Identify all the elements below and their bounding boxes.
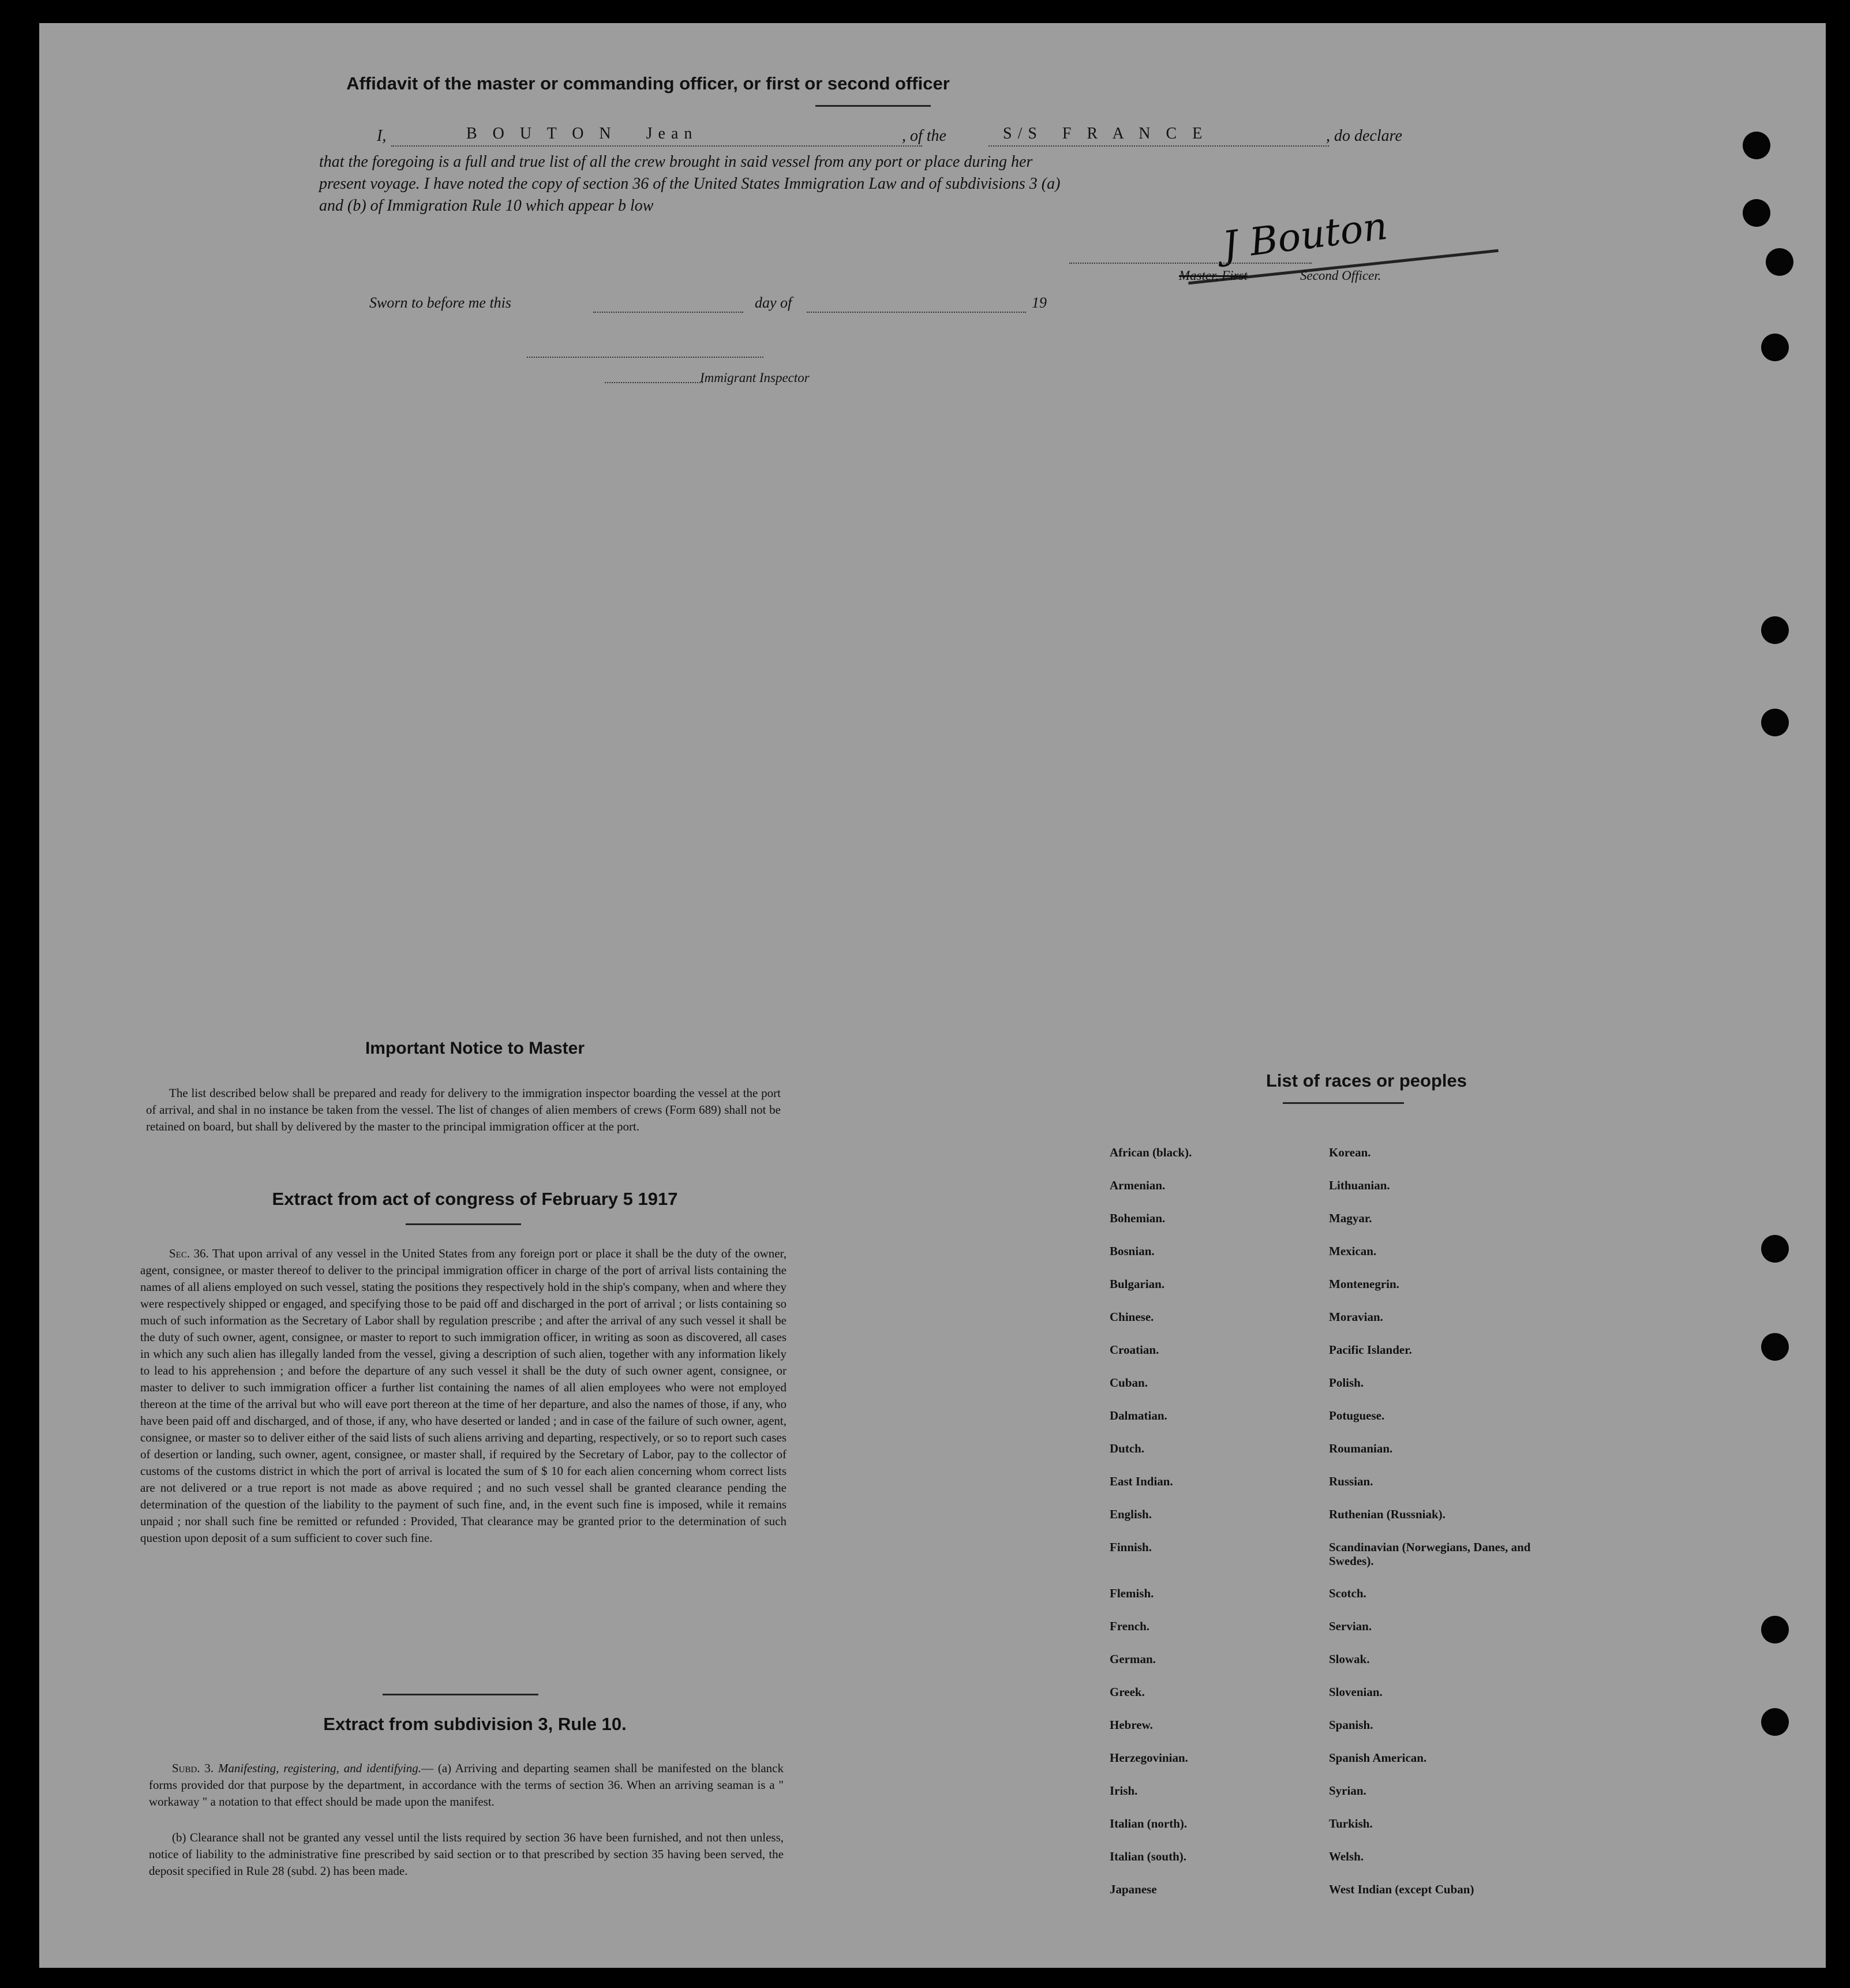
race-item: Bosnian.	[1110, 1244, 1155, 1258]
race-item: Scandinavian (Norwegians, Danes, and Swedes).	[1329, 1540, 1531, 1568]
race-item: Irish.	[1110, 1784, 1138, 1798]
officer-title: Second Officer.	[1300, 268, 1381, 283]
notice-title: Important Notice to Master	[365, 1039, 585, 1058]
binder-hole	[1743, 132, 1770, 159]
race-item: Dutch.	[1110, 1442, 1145, 1455]
extract2-text-b: (b) Clearance shall not be granted any vessel until the lists required by section 36 have been furnished, and not then unless, notice of liability to the administrative fine prescribed by said section or to that prescribed by section 35 having been served, the deposit specified in Rule 28 (subd. 2) has been made.	[149, 1830, 784, 1878]
race-item: Pacific Islander.	[1329, 1343, 1412, 1357]
vessel-name: S/S F R A N C E	[1003, 125, 1208, 143]
section-label: Sec. 36.	[169, 1246, 209, 1260]
extract2-text-a	[149, 1760, 784, 1810]
binder-hole	[1761, 1616, 1789, 1643]
extract1-title: Extract from act of congress of February 5 1917	[272, 1189, 678, 1209]
title-underline	[815, 105, 931, 107]
race-item: Mexican.	[1329, 1244, 1377, 1258]
race-item: Slovenian.	[1329, 1685, 1383, 1699]
extract1-underline	[406, 1223, 521, 1225]
race-item: Welsh.	[1329, 1850, 1364, 1863]
race-item: Spanish American.	[1329, 1751, 1427, 1765]
binder-hole	[1761, 616, 1789, 644]
year-label: 19	[1032, 294, 1047, 311]
inspector-short-line	[605, 382, 703, 383]
race-item: Syrian.	[1329, 1784, 1366, 1798]
race-item: Polish.	[1329, 1376, 1364, 1390]
binder-hole	[1761, 1708, 1789, 1736]
notice-text: The list described below shall be prepared and ready for delivery to the immigration inspector boarding the vessel at the port of arrival, and shal in no instance be taken from the vessel. The list of changes of alien members of crews (Form 689) shall not be retained on board, but shall by delivered by the master to the principal immigration officer at the port.	[146, 1086, 781, 1133]
race-item: Servian.	[1329, 1619, 1372, 1633]
race-item: Moravian.	[1329, 1310, 1383, 1324]
extract2-title: Extract from subdivision 3, Rule 10.	[323, 1714, 627, 1734]
binder-hole	[1761, 334, 1789, 361]
race-item: Cuban.	[1110, 1376, 1148, 1390]
affidavit-line-3: present voyage. I have noted the copy of section 36 of the United States Immigration Law and of subdivisions 3 (a)	[319, 175, 1061, 193]
race-item: French.	[1110, 1619, 1150, 1633]
race-item: West Indian (except Cuban)	[1329, 1882, 1474, 1896]
race-item: Croatian.	[1110, 1343, 1159, 1357]
of-the-label: , of the	[902, 127, 946, 145]
race-item: Herzegovinian.	[1110, 1751, 1188, 1765]
race-item: Armenian.	[1110, 1178, 1166, 1192]
race-item: Dalmatian.	[1110, 1409, 1167, 1422]
race-item: Spanish.	[1329, 1718, 1373, 1732]
do-declare-label: , do declare	[1326, 127, 1402, 145]
race-item: Flemish.	[1110, 1586, 1154, 1600]
binder-hole	[1761, 1235, 1789, 1263]
race-item: Slowak.	[1329, 1652, 1370, 1666]
race-item: Greek.	[1110, 1685, 1145, 1699]
sworn-label: Sworn to before me this	[369, 294, 512, 311]
declarant-name-line	[391, 145, 922, 147]
race-item: Bulgarian.	[1110, 1277, 1165, 1291]
binder-hole	[1761, 709, 1789, 736]
day-of-label: day of	[755, 294, 792, 311]
races-underline	[1283, 1102, 1404, 1104]
signature-line	[1069, 263, 1312, 264]
race-item: Roumanian.	[1329, 1442, 1393, 1455]
race-item: East Indian.	[1110, 1474, 1173, 1488]
officer-title-struck: Master, First	[1179, 268, 1248, 283]
race-item: Montenegrin.	[1329, 1277, 1399, 1291]
binder-hole	[1766, 248, 1793, 276]
vessel-name-line	[988, 145, 1329, 147]
race-item: Chinese.	[1110, 1310, 1154, 1324]
subd-text-a: — (a) Arriving and departing seamen shall be manifested on the blanck forms provided dor that purpose by the department, in accordance with the terms of section 36. When an arriving seaman is a " workaway " a notation to that effect should be made upon the manifest.	[149, 1761, 784, 1809]
binder-hole	[1743, 199, 1770, 227]
race-item: Hebrew.	[1110, 1718, 1153, 1732]
section-36-text: That upon arrival of any vessel in the United States from any foreign port or place it shall be the duty of the owner, agent, consignee, or master thereof to deliver to the principal immigration officer in charge of the port of arrival lists containing the names of all aliens employed on such vessel, stating the positions they respectively hold in the ship's company, when and where they were respectively shipped or engaged, and specifying those to be paid off and discharged in the port of arrival ; or lists containing so much of such information as the Secretary of Labor shall by regulation prescribe ; and after the arrival of any such vessel it shall be the duty of such owner, agent, consignee, or master to report to such immigration officer, in writing as soon as discovered, all cases in which any such alien has illegally landed from the vessel, giving a description of such alien, together with any information likely to lead to his apprehension ; and before the departure of any such vessel it shall be the duty of such owner agent, consignee, or master to deliver to such immigration officer a further list containing the names of all alien employees who were not employed thereon at the time of the arrival but who will eave port thereon at the time of her departure, and also the names of those, if any, who have been paid off and discharged, and of those, if any, who have deserted or landed ; and in case of the failure of such owner, agent, consignee, or master so to deliver either of the said lists of such aliens arriving and departing, respectively, or so to report such cases of desertion or landing, such owner, agent, consignee, or master shall, if required by the Secretary of Labor, pay to the collector of customs of the customs district in which the port of arrival is located the sum of $ 10 for each alien concerning whom correct lists are not delivered or a true report is not made as above required ; and no such vessel shall be granted clearance pending the determination of the question of the liability to the payment of such fine, and, in the event such fine is imposed, while it remains unpaid ; nor shall such fine be remitted or refunded : Provided, That clearance may be granted prior to the determination of such question upon deposit of a sum sufficient to cover such fine.	[140, 1246, 787, 1545]
race-item: Italian (south).	[1110, 1850, 1187, 1863]
race-item: Bohemian.	[1110, 1211, 1166, 1225]
race-item: Ruthenian (Russniak).	[1329, 1507, 1445, 1521]
extract-divider	[383, 1694, 538, 1695]
document-page	[39, 23, 1826, 1968]
race-item: English.	[1110, 1507, 1152, 1521]
declarant-prefix: I,	[377, 127, 387, 145]
race-item: Potuguese.	[1329, 1409, 1385, 1422]
subd-label: Subd. 3.	[172, 1761, 214, 1775]
inspector-signature-line	[527, 357, 763, 358]
race-item: Italian (north).	[1110, 1817, 1188, 1830]
declarant-name: B O U T O N Jean	[466, 125, 698, 143]
affidavit-line-4: and (b) of Immigration Rule 10 which appear b low	[319, 197, 654, 215]
race-item: Scotch.	[1329, 1586, 1366, 1600]
extract1-text	[140, 1245, 787, 1547]
race-item: Finnish.	[1110, 1540, 1152, 1554]
affidavit-line-2: that the foregoing is a full and true list of all the crew brought in said vessel from any port or place during her	[319, 153, 1033, 171]
race-item: African (black).	[1110, 1145, 1192, 1159]
binder-hole	[1761, 1333, 1789, 1361]
race-item: Magyar.	[1329, 1211, 1372, 1225]
races-title: List of races or peoples	[1266, 1070, 1467, 1091]
inspector-label: Immigrant Inspector	[700, 370, 810, 385]
signature: J Bouton	[1220, 203, 1390, 268]
sworn-date-line	[593, 312, 743, 313]
race-item: German.	[1110, 1652, 1156, 1666]
affidavit-title: Affidavit of the master or commanding officer, or first or second officer	[346, 73, 950, 93]
subd-heading: Manifesting, registering, and identifying.	[218, 1761, 422, 1775]
race-item: Turkish.	[1329, 1817, 1373, 1830]
race-item: Japanese	[1110, 1882, 1157, 1896]
race-item: Russian.	[1329, 1474, 1373, 1488]
race-item: Korean.	[1329, 1145, 1371, 1159]
month-line	[807, 312, 1026, 313]
race-item: Lithuanian.	[1329, 1178, 1390, 1192]
